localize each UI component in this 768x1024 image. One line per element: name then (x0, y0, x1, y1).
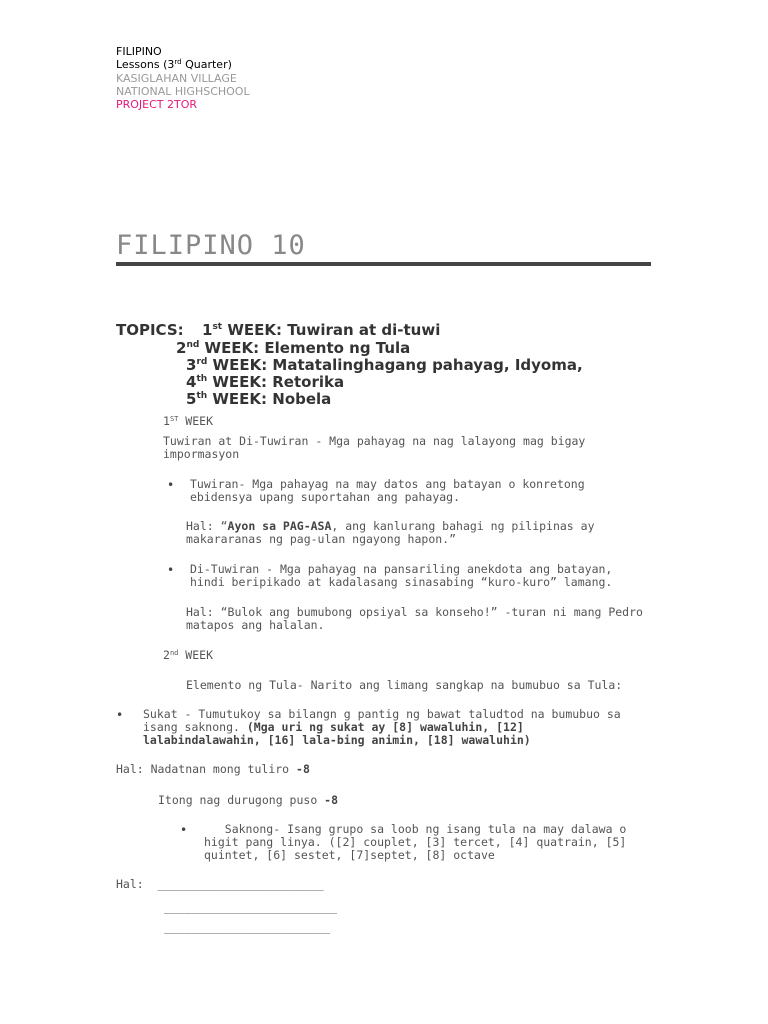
title-rule (116, 262, 651, 266)
di-tuwiran-example-line2: matapos ang halalan. (186, 618, 325, 632)
di-tuwiran-example-line1: Hal: “Bulok ang bumubong opsiyal sa konseho!” -turan ni mang Pedro (186, 605, 643, 619)
sukat-definition-line1: Sukat - Tumutukoy sa bilangn g pantig ng bawat taludtod na bumubuo sa (143, 707, 621, 721)
week1-intro-line1: Tuwiran at Di-Tuwiran - Mga pahayag na nag lalayong mag bigay (163, 434, 586, 448)
topics-label: TOPICS: (116, 321, 184, 339)
bullet-marker: • (167, 563, 175, 577)
bullet-marker: • (180, 823, 188, 837)
header-project: PROJECT 2TOR (116, 98, 198, 111)
topic-item-4: 4th WEEK: Retorika (186, 373, 345, 391)
di-tuwiran-definition-line2: hindi beripikado at kadalasang sinasabing “kuro-kuro” lamang. (190, 575, 613, 589)
topic-item-5: 5th WEEK: Nobela (186, 390, 332, 408)
topic-item-3: 3rd WEEK: Matatalinghagang pahayag, Idyoma, (186, 356, 583, 374)
tuwiran-example-line2: makararanas ng pag-ulan ngayong hapon.” (186, 532, 457, 546)
sukat-definition-line2: isang saknong. (Mga uri ng sukat ay [8] wawaluhin, [12] (143, 720, 524, 734)
saknong-example-blank1: Hal: ________________________ (116, 877, 324, 891)
bullet-marker: • (167, 478, 175, 492)
week1-intro-line2: impormasyon (163, 447, 240, 461)
tuwiran-definition-line2: ebidensya upang suportahan ang pahayag. (190, 490, 461, 504)
sukat-example-line1: Hal: Nadatnan mong tuliro -8 (116, 762, 310, 776)
week2-intro: Elemento ng Tula- Narito ang limang sangkap na bumubuo sa Tula: (186, 678, 623, 692)
tuwiran-definition-line1: Tuwiran- Mga pahayag na may datos ang batayan o konretong (190, 477, 585, 491)
tuwiran-example-line1: Hal: “Ayon sa PAG-ASA, ang kanlurang bahagi ng pilipinas ay (186, 519, 595, 533)
di-tuwiran-definition-line1: Di-Tuwiran - Mga pahayag na pansariling anekdota ang batayan, (190, 562, 613, 576)
saknong-example-blank2: _________________________ (164, 900, 338, 914)
saknong-example-blank3: ________________________ (164, 920, 331, 934)
sukat-definition-line3: lalabindalawahin, [16] lala-bing animin, [18] wawaluhin) (143, 733, 531, 747)
header-school-line1: KASIGLAHAN VILLAGE (116, 72, 237, 85)
saknong-definition-line3: quintet, [6] sestet, [7]septet, [8] octave (204, 848, 495, 862)
saknong-definition-line1: Saknong- Isang grupo sa loob ng isang tula na may dalawa o (204, 822, 627, 836)
saknong-definition-line2: higit pang linya. ([2] couplet, [3] tercet, [4] quatrain, [5] (204, 835, 627, 849)
bullet-marker: • (116, 708, 124, 722)
week2-heading: 2nd WEEK (163, 648, 213, 662)
header-school-line2: NATIONAL HIGHSCHOOL (116, 85, 250, 98)
header-lessons: Lessons (3rd Quarter) (116, 58, 232, 71)
sukat-example-line2: Itong nag durugong puso -8 (158, 793, 339, 807)
document-title: FILIPINO 10 (116, 230, 306, 261)
topic-item-1: 1st WEEK: Tuwiran at di-tuwi (202, 321, 441, 339)
week1-heading: 1ST WEEK (163, 414, 213, 428)
header-subject: FILIPINO (116, 45, 162, 58)
topic-item-2: 2nd WEEK: Elemento ng Tula (176, 339, 411, 357)
